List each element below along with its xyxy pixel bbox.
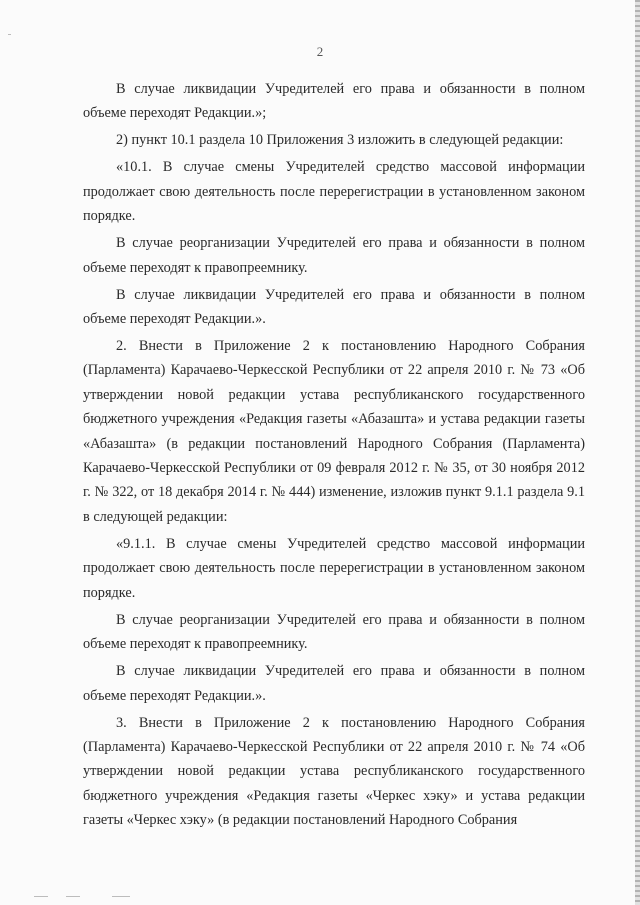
- document-body: [83, 77, 585, 835]
- paragraph: «10.1. В случае смены Учредителей средство массовой информации продолжает свою деятельность после перерегистрации в установленном законом порядке.: [83, 159, 585, 225]
- scan-speck: [112, 896, 130, 897]
- paragraph: В случае реорганизации Учредителей его права и обязанности в полном объеме переходят к правопреемнику.: [83, 235, 585, 276]
- paragraph: В случае ликвидации Учредителей его права и обязанности в полном объеме переходят Редакции.»;: [83, 81, 585, 122]
- scan-edge-stripe: [635, 0, 640, 905]
- page-number: 2: [316, 44, 324, 59]
- paragraph: 2. Внести в Приложение 2 к постановлению Народного Собрания (Парламента) Карачаево-Черкесской Республики от 22 апреля 2010 г. № 73 «Об утверждении новой редакции устава республиканского государственного бюджетного учреждения «Редакция газеты «Абазашта» и устава редакции газеты «Абазашта» (в редакции постановлений Народного Собрания (Парламента) Карачаево-Черкесской Республики от 09 февраля 2012 г. № 35, от 30 ноября 2012 г. № 322, от 18 декабря 2014 г. № 444) изменение, изложив пункт 9.1.1 раздела 9.1 в следующей редакции:: [83, 338, 585, 525]
- scan-speck: [66, 896, 80, 897]
- paragraph: «9.1.1. В случае смены Учредителей средство массовой информации продолжает свою деятельность после перерегистрации в установленном законом порядке.: [83, 535, 585, 601]
- paragraph: В случае реорганизации Учредителей его права и обязанности в полном объеме переходят к правопреемнику.: [83, 611, 585, 653]
- paragraph: 2) пункт 10.1 раздела 10 Приложения 3 изложить в следующей редакции:: [116, 132, 564, 149]
- scan-speck: [34, 896, 48, 897]
- paragraph: В случае ликвидации Учредителей его права и обязанности в полном объеме переходят Редакции.».: [83, 663, 585, 704]
- paragraph: В случае ликвидации Учредителей его права и обязанности в полном объеме переходят Редакции.».: [83, 286, 585, 328]
- paragraph: 3. Внести в Приложение 2 к постановлению Народного Собрания (Парламента) Карачаево-Черкесской Республики от 22 апреля 2010 г. № 74 «Об утверждении новой редакции устава республиканского государственного бюджетного учреждения «Редакция газеты «Черкес хэку» и устава редакции газеты «Черкес хэку» (в редакции постановлений Народного Собрания: [83, 714, 585, 829]
- scan-speck: [8, 34, 11, 35]
